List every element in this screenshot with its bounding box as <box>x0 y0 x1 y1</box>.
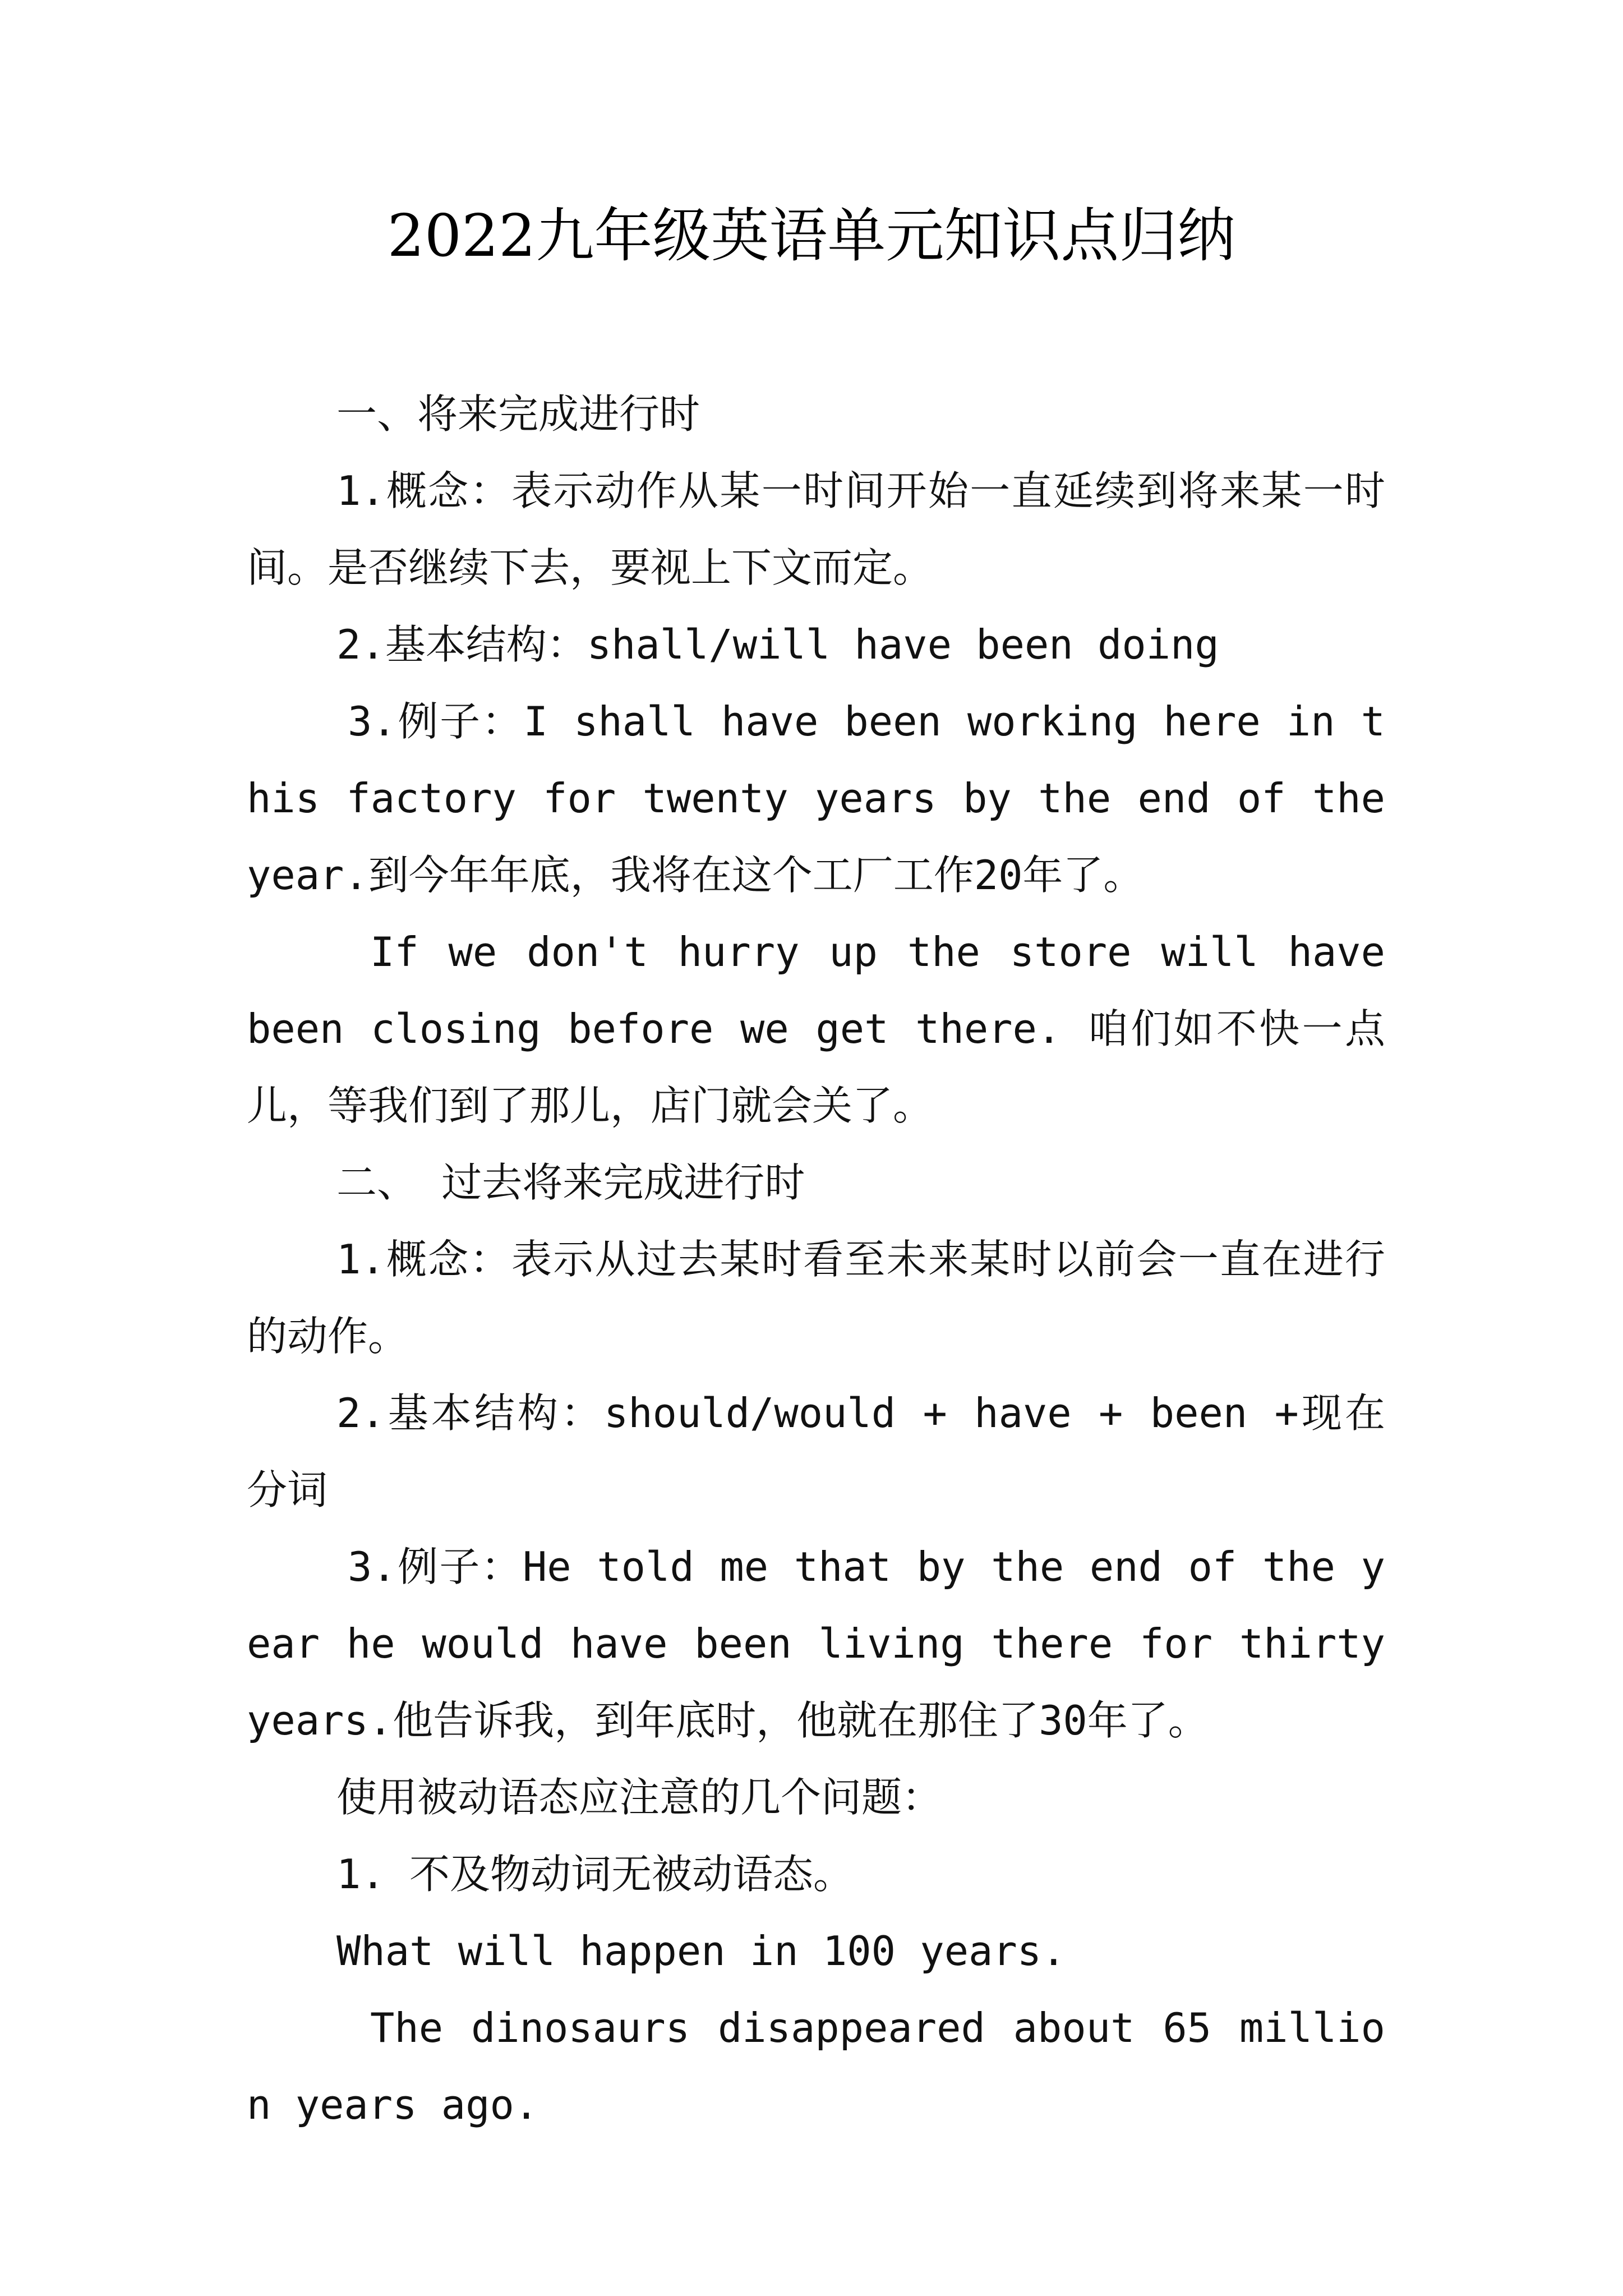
paragraph-example-1b: If we don't hurry up the store will have been closing before we get there. 咱们如不快一点儿，等我们到了那儿，店门就会关了。 <box>247 928 1385 1129</box>
document-title: 2022九年级英语单元知识点归纳 <box>387 201 1236 270</box>
section-heading-2: 二、 过去将来完成进行时 <box>336 1159 805 1206</box>
section-heading-1: 一、将来完成进行时 <box>336 390 700 438</box>
section-heading-3: 使用被动语态应注意的几个问题： <box>336 1774 943 1821</box>
paragraph-structure-1: 2.基本结构：shall/will have been doing <box>336 621 1219 668</box>
paragraph-structure-2: 2.基本结构：should/would + have + been +现在分词 <box>247 1389 1385 1513</box>
document-body <box>247 376 1385 2143</box>
paragraph-rule-1: 1. 不及物动词无被动语态。 <box>336 1851 854 1898</box>
paragraph-concept-2: 1.概念：表示从过去某时看至未来某时以前会一直在进行的动作。 <box>247 1236 1385 1360</box>
paragraph-example-1: 3.例子：I shall have been working here in this factory for twenty years by the end of the year.到今年年底，我将在这个工厂工作20年了。 <box>247 698 1385 899</box>
paragraph-concept-1: 1.概念：表示动作从某一时间开始一直延续到将来某一时间。是否继续下去，要视上下文而定。 <box>247 467 1385 591</box>
paragraph-example-3: What will happen in 100 years. <box>336 1927 1066 1975</box>
paragraph-example-2: 3.例子：He told me that by the end of the year he would have been living there for thirty years.他告诉我，到年底时，他就在那住了30年了。 <box>247 1543 1385 1744</box>
paragraph-example-4: The dinosaurs disappeared about 65 million years ago. <box>247 2004 1385 2128</box>
